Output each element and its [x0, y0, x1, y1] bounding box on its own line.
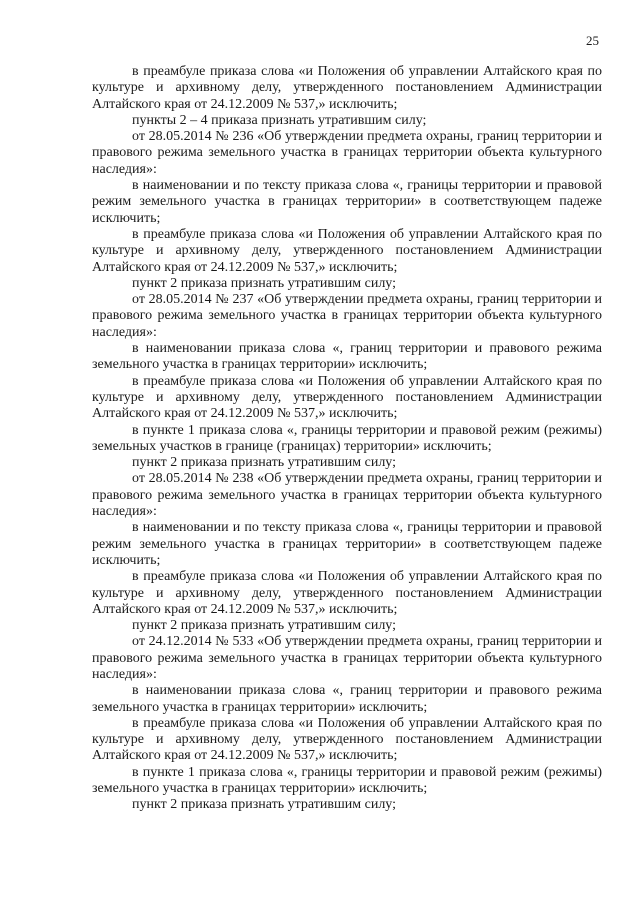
paragraph: пункт 2 приказа признать утратившим силу;	[132, 275, 397, 291]
document-body	[92, 64, 602, 814]
paragraph: от 28.05.2014 № 237 «Об утверждении предмета охраны, границ территории и правового режима земельного участка в границах территории объекта культурного наследия»:	[92, 292, 602, 340]
paragraph: в пункте 1 приказа слова «, границы территории и правовой режим (режимы) земельного участка в границах территории» исключить;	[92, 764, 602, 797]
paragraph: от 24.12.2014 № 533 «Об утверждении предмета охраны, границ территории и правового режима земельного участка в границах территории объекта культурного наследия»:	[92, 634, 602, 682]
paragraph: пункт 2 приказа признать утратившим силу;	[132, 618, 397, 634]
paragraph: в наименовании приказа слова «, границ территории и правового режима земельного участка в границах территории» исключить;	[92, 683, 602, 715]
paragraph: от 28.05.2014 № 236 «Об утверждении предмета охраны, границ территории и правового режима земельного участка в границах территории объекта культурного наследия»:	[92, 129, 602, 177]
paragraph: в преамбуле приказа слова «и Положения об управлении Алтайского края по культуре и архивному делу, утвержденного постановлением Администрации Алтайского края от 24.12.2009 № 537,» исключить;	[92, 64, 602, 112]
paragraph: в наименовании и по тексту приказа слова «, границы территории и правовой режим земельного участка в границах территории» в соответствующем падеже исключить;	[92, 520, 602, 568]
paragraph: пункт 2 приказа признать утратившим силу;	[132, 797, 397, 813]
paragraph: в преамбуле приказа слова «и Положения об управлении Алтайского края по культуре и архивному делу, утвержденного постановлением Администрации Алтайского края от 24.12.2009 № 537,» исключить;	[92, 373, 602, 422]
paragraph: пункты 2 – 4 приказа признать утратившим силу;	[132, 112, 427, 128]
paragraph: пункт 2 приказа признать утратившим силу;	[132, 455, 397, 471]
paragraph: в наименовании приказа слова «, границ территории и правового режима земельного участка в границах территории» исключить;	[92, 341, 602, 373]
paragraph: от 28.05.2014 № 238 «Об утверждении предмета охраны, границ территории и правового режима земельного участка в границах территории объекта культурного наследия»:	[92, 471, 602, 520]
paragraph: в преамбуле приказа слова «и Положения об управлении Алтайского края по культуре и архивному делу, утвержденного постановлением Администрации Алтайского края от 24.12.2009 № 537,» исключить;	[92, 569, 602, 617]
paragraph: в преамбуле приказа слова «и Положения об управлении Алтайского края по культуре и архивному делу, утвержденного постановлением Администрации Алтайского края от 24.12.2009 № 537,» исключить;	[92, 226, 602, 275]
page-number: 25	[586, 33, 599, 48]
paragraph: в преамбуле приказа слова «и Положения об управлении Алтайского края по культуре и архивному делу, утвержденного постановлением Администрации Алтайского края от 24.12.2009 № 537,» исключить;	[92, 715, 602, 764]
paragraph: в наименовании и по тексту приказа слова «, границы территории и правовой режим земельного участка в границах территории» в соответствующем падеже исключить;	[92, 178, 602, 226]
paragraph: в пункте 1 приказа слова «, границы территории и правовой режим (режимы) земельных участков в границе (границах) территории» исключить;	[92, 422, 602, 454]
